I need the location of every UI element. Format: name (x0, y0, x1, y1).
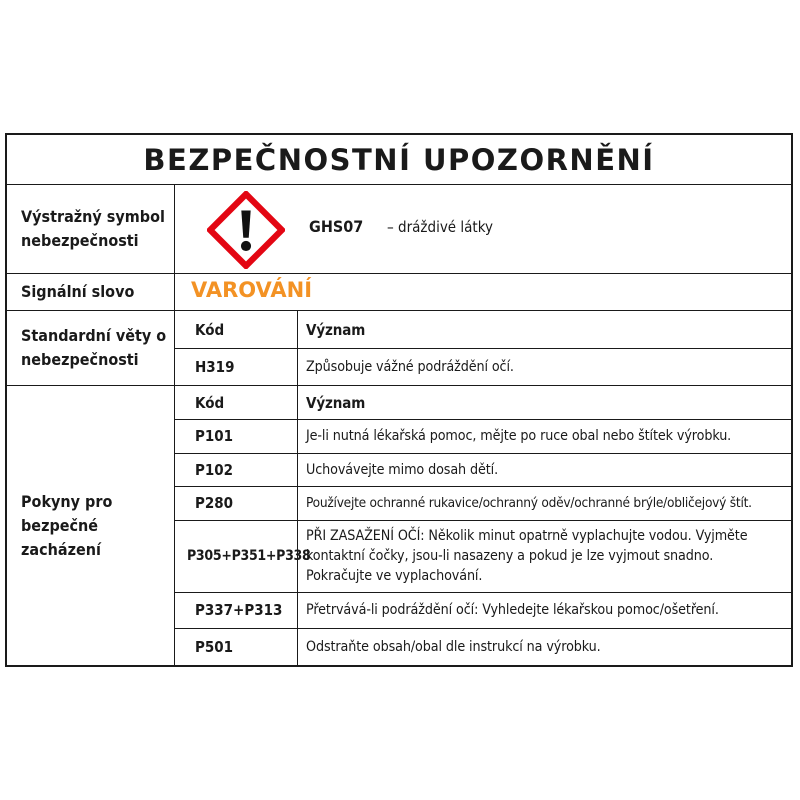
precautionary-statements-section (7, 386, 791, 665)
precaution-meaning-header: Význam (306, 393, 366, 412)
hazard-section-label (7, 311, 175, 385)
pictogram-label-text: Výstražný symbol nebezpečnosti (21, 207, 165, 250)
signal-word-row (7, 274, 791, 311)
exclamation-mark-diamond-icon (207, 191, 285, 269)
signal-word: VAROVÁNÍ (191, 278, 313, 302)
precaution-code: P280 (175, 486, 298, 520)
pictogram-row (7, 185, 791, 274)
precaution-code: P501 (175, 628, 298, 665)
precaution-text: PŘI ZASAŽENÍ OČÍ: Několik minut opatrně vyplachujte vodou. Vyjměte kontaktní čočky, jsou-li nasazeny a pokud je lze vyjmout snadno. Pokračujte ve vyplachování. (306, 528, 748, 584)
precaution-section-label (7, 386, 175, 665)
ghs-description: – dráždivé látky (387, 218, 493, 236)
ghs-code: GHS07 (309, 217, 364, 236)
hazard-code: H319 (175, 348, 298, 385)
hazard-label-text: Standardní věty o nebezpečnosti (21, 326, 167, 369)
precaution-text: Přetrvává-li podráždění očí: Vyhledejte lékařskou pomoc/ošetření. (306, 602, 719, 618)
label-title: BEZPEČNOSTNÍ UPOZORNĚNÍ (7, 135, 791, 185)
precaution-code-header: Kód (175, 386, 298, 419)
hazard-statements-section (7, 311, 791, 386)
hazard-text: Způsobuje vážné podráždění očí. (306, 358, 514, 375)
precaution-label-text: Pokyny pro bezpečné zacházení (21, 491, 113, 559)
precaution-text: Je-li nutná lékařská pomoc, mějte po ruce obal nebo štítek výrobku. (306, 428, 732, 444)
precaution-code: P102 (175, 453, 298, 486)
precaution-text: Uchovávejte mimo dosah dětí. (306, 461, 499, 478)
signal-word-label: Signální slovo (7, 274, 175, 310)
hazard-meaning-header: Význam (306, 320, 366, 339)
precaution-code: P337+P313 (175, 592, 298, 628)
hazard-code-header: Kód (175, 311, 298, 348)
precaution-text: Používejte ochranné rukavice/ochranný oděv/ochranné brýle/obličejový štít. (306, 495, 752, 511)
precaution-code: P305+P351+P338 (175, 520, 298, 592)
precaution-text: Odstraňte obsah/obal dle instrukcí na výrobku. (306, 638, 601, 655)
pictogram-row-label (7, 185, 175, 273)
safety-label (5, 133, 793, 667)
precaution-code: P101 (175, 419, 298, 453)
